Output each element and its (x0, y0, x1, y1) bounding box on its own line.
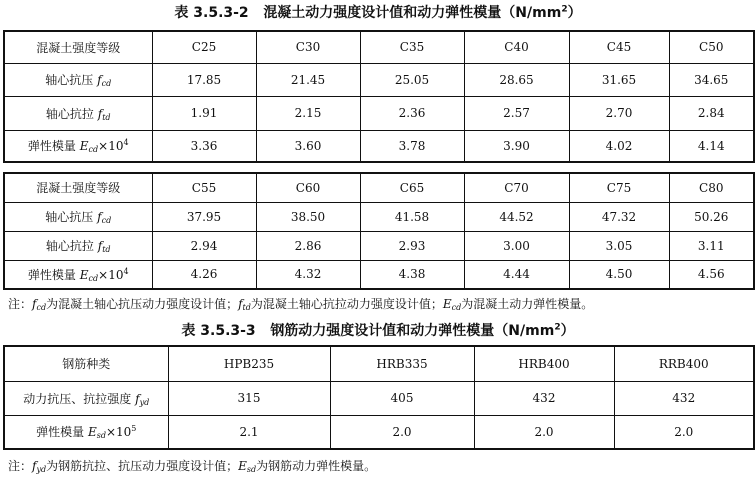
row-label (4, 202, 152, 231)
symbol-subscript: cd (88, 145, 99, 155)
note-symbol: f (32, 297, 37, 311)
header-cell: HRB335 (330, 346, 474, 381)
header-cell: C80 (669, 173, 754, 202)
value-cell: 4.26 (152, 260, 256, 289)
multiplier: ×10 (98, 139, 124, 154)
header-cell-label: 混凝土强度等级 (4, 31, 152, 63)
table2-title-text: 钢筋动力强度设计值和动力弹性模量（N/mm (270, 323, 555, 339)
value-cell: 2.86 (256, 231, 360, 260)
value-cell: 4.32 (256, 260, 360, 289)
symbol: f (135, 391, 140, 406)
row-label (4, 381, 168, 415)
table1-note (8, 296, 593, 316)
header-cell: C75 (569, 173, 669, 202)
table-row (4, 202, 754, 231)
concrete-table-part1 (3, 30, 755, 163)
value-cell: 3.36 (152, 130, 256, 162)
row-label (4, 260, 152, 289)
value-cell: 50.26 (669, 202, 754, 231)
row-label-text: 弹性模量 (36, 425, 85, 440)
value-cell: 432 (474, 381, 614, 415)
value-cell: 2.94 (152, 231, 256, 260)
header-cell: C70 (464, 173, 569, 202)
value-cell: 38.50 (256, 202, 360, 231)
note-subscript: yd (36, 465, 47, 474)
symbol-subscript: td (102, 112, 111, 122)
value-cell: 2.0 (474, 415, 614, 449)
note-subscript: sd (246, 465, 257, 474)
value-cell: 17.85 (152, 63, 256, 96)
value-cell: 4.02 (569, 130, 669, 162)
header-cell: C30 (256, 31, 360, 63)
note-text: 为钢筋抗拉、抗压动力强度设计值； (46, 459, 239, 473)
symbol: E (87, 425, 97, 440)
value-cell: 21.45 (256, 63, 360, 96)
table2-title-close: ） (560, 323, 575, 339)
note-subscript: cd (451, 303, 462, 312)
value-cell: 37.95 (152, 202, 256, 231)
value-cell: 3.05 (569, 231, 669, 260)
header-cell: C60 (256, 173, 360, 202)
note-prefix: 注： (8, 297, 33, 311)
row-label-text: 轴心抗压 (45, 210, 94, 224)
exponent: 4 (123, 266, 129, 276)
multiplier: ×10 (105, 425, 132, 440)
value-cell: 25.05 (360, 63, 464, 96)
symbol: f (97, 106, 103, 121)
symbol-subscript: yd (139, 397, 150, 407)
row-label (4, 130, 152, 162)
value-cell: 41.58 (360, 202, 464, 231)
value-cell: 4.38 (360, 260, 464, 289)
symbol: E (79, 267, 89, 282)
symbol: E (79, 139, 89, 154)
note-text: 为混凝土轴心抗拉动力强度设计值； (250, 297, 443, 311)
value-cell: 4.14 (669, 130, 754, 162)
row-label-text: 轴心抗拉 (45, 106, 94, 121)
row-label-text: 动力抗压、抗拉强度 (23, 391, 132, 406)
value-cell: 315 (168, 381, 330, 415)
exponent: 4 (123, 138, 129, 148)
note-symbol: E (442, 297, 452, 311)
note-subscript: td (242, 303, 251, 312)
header-cell: C40 (464, 31, 569, 63)
value-cell: 4.50 (569, 260, 669, 289)
table2-note (8, 458, 376, 478)
value-cell: 28.65 (464, 63, 569, 96)
header-cell-label: 钢筋种类 (4, 346, 168, 381)
symbol-subscript: td (102, 245, 111, 254)
value-cell: 2.70 (569, 96, 669, 130)
value-cell: 2.93 (360, 231, 464, 260)
table1-number: 表 3.5.3-2 (174, 5, 249, 21)
value-cell: 2.15 (256, 96, 360, 130)
header-cell: C35 (360, 31, 464, 63)
value-cell: 432 (614, 381, 754, 415)
header-cell: RRB400 (614, 346, 754, 381)
table2-unit-exponent: 2 (554, 322, 561, 333)
exponent: 5 (131, 424, 137, 434)
value-cell: 3.90 (464, 130, 569, 162)
table2-number: 表 3.5.3-3 (181, 323, 256, 339)
table1-title-close: ） (567, 5, 582, 21)
symbol-subscript: cd (101, 79, 112, 88)
steel-table (3, 345, 755, 450)
header-cell: HPB235 (168, 346, 330, 381)
table-row (4, 415, 754, 449)
value-cell: 3.00 (464, 231, 569, 260)
header-row (4, 346, 754, 381)
note-text: 为钢筋动力弹性模量。 (256, 459, 377, 473)
header-row (4, 31, 754, 63)
value-cell: 2.57 (464, 96, 569, 130)
note-symbol: E (238, 459, 247, 473)
table1-title (0, 4, 756, 22)
value-cell: 44.52 (464, 202, 569, 231)
row-label (4, 63, 152, 96)
concrete-table-part2 (3, 172, 755, 290)
symbol: f (97, 239, 103, 253)
value-cell: 2.0 (614, 415, 754, 449)
symbol-subscript: cd (88, 273, 99, 283)
value-cell: 405 (330, 381, 474, 415)
symbol: f (97, 73, 102, 87)
table-row (4, 96, 754, 130)
table2-title (0, 322, 756, 340)
value-cell: 2.1 (168, 415, 330, 449)
row-label-text: 轴心抗压 (45, 73, 94, 87)
note-subscript: cd (36, 303, 47, 312)
header-cell: C25 (152, 31, 256, 63)
header-cell: C65 (360, 173, 464, 202)
table1-unit-exponent: 2 (561, 4, 568, 15)
header-cell: C50 (669, 31, 754, 63)
value-cell: 4.44 (464, 260, 569, 289)
header-cell: C45 (569, 31, 669, 63)
note-text: 为混凝土动力弹性模量。 (461, 297, 594, 311)
table-row (4, 231, 754, 260)
value-cell: 47.32 (569, 202, 669, 231)
note-text: 为混凝土轴心抗压动力强度设计值； (46, 297, 239, 311)
row-label (4, 231, 152, 260)
value-cell: 2.36 (360, 96, 464, 130)
value-cell: 31.65 (569, 63, 669, 96)
table-row (4, 260, 754, 289)
value-cell: 1.91 (152, 96, 256, 130)
value-cell: 4.56 (669, 260, 754, 289)
symbol-subscript: cd (101, 216, 112, 225)
value-cell: 3.60 (256, 130, 360, 162)
row-label-text: 弹性模量 (27, 267, 76, 282)
table-row (4, 63, 754, 96)
value-cell: 34.65 (669, 63, 754, 96)
value-cell: 3.78 (360, 130, 464, 162)
symbol: f (97, 210, 102, 224)
value-cell: 2.0 (330, 415, 474, 449)
note-prefix: 注： (8, 459, 33, 473)
value-cell: 3.11 (669, 231, 754, 260)
multiplier: ×10 (98, 267, 124, 282)
row-label-text: 弹性模量 (27, 139, 76, 154)
note-symbol: f (238, 297, 243, 311)
row-label-text: 轴心抗拉 (45, 239, 94, 253)
header-cell-label: 混凝土强度等级 (4, 173, 152, 202)
header-row (4, 173, 754, 202)
table1-title-text: 混凝土动力强度设计值和动力弹性模量（N/mm (263, 5, 562, 21)
value-cell: 2.84 (669, 96, 754, 130)
table-row (4, 130, 754, 162)
header-cell: C55 (152, 173, 256, 202)
table-row (4, 381, 754, 415)
row-label (4, 96, 152, 130)
note-symbol: f (32, 459, 37, 473)
header-cell: HRB400 (474, 346, 614, 381)
symbol-subscript: sd (96, 431, 106, 441)
row-label (4, 415, 168, 449)
